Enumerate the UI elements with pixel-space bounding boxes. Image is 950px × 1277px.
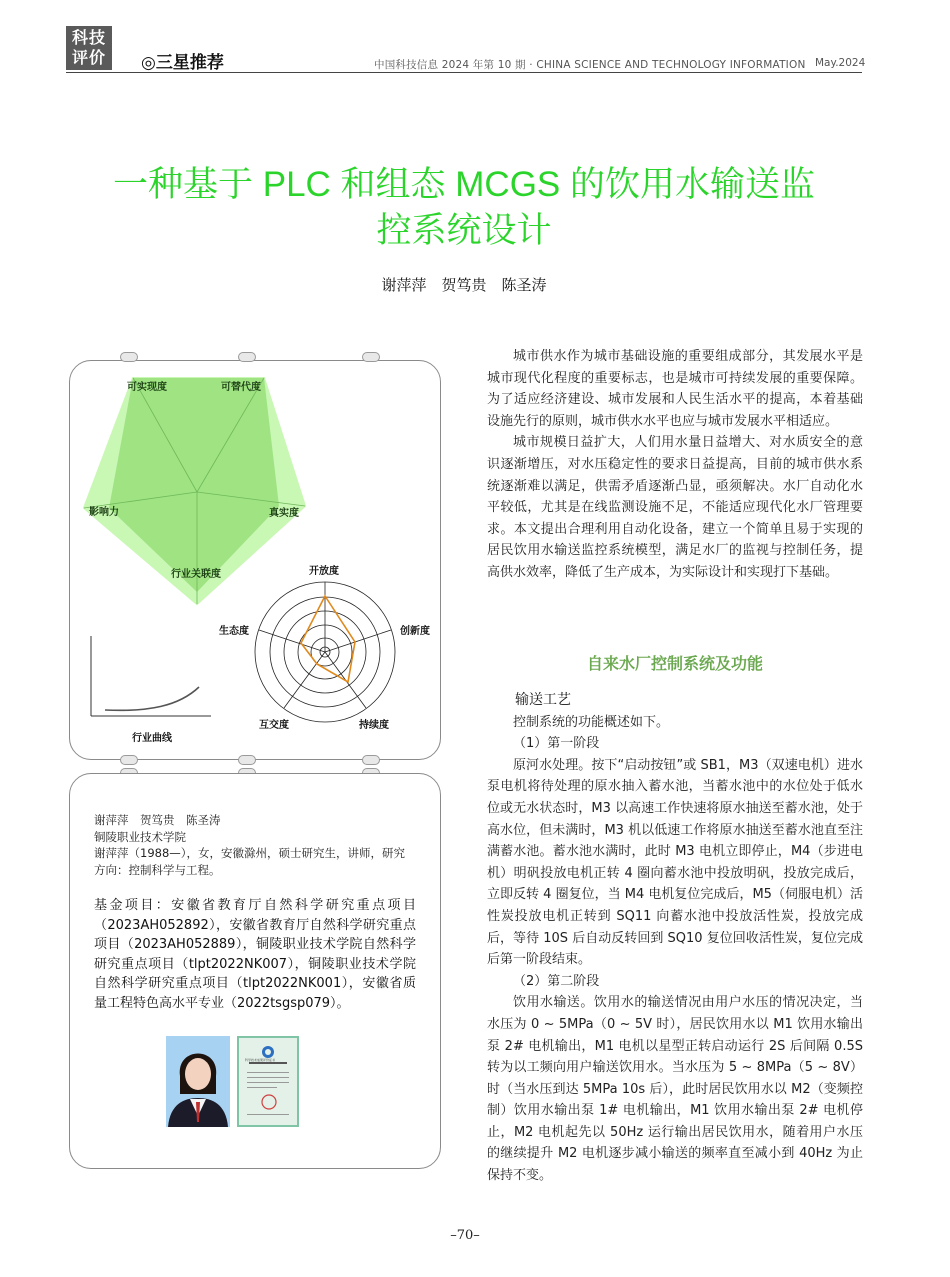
- author-info: [94, 812, 416, 878]
- radar-label: 创新度: [400, 626, 430, 637]
- article-title: [66, 162, 862, 254]
- radar-label: 持续度: [359, 720, 389, 731]
- overview-text: 控制系统的功能概述如下。: [513, 714, 670, 730]
- column-name: ◎三星推荐: [141, 53, 224, 73]
- radar-label: 互交度: [259, 720, 289, 731]
- article-authors: 谢萍萍 贺笃贵 陈圣涛: [381, 276, 547, 294]
- title-line-2: 控系统设计: [376, 211, 552, 250]
- page-number: –70–: [450, 1228, 480, 1243]
- industry-curve: [105, 687, 199, 710]
- author-names: 谢萍萍 贺笃贵 陈圣涛: [94, 813, 221, 827]
- radar-label: 生态度: [219, 626, 249, 637]
- issue-date: May.2024: [815, 57, 866, 69]
- header-divider: [66, 72, 862, 73]
- funding-info: 基金项目：安徽省教育厅自然科学研究重点项目（2023AH052892），安徽省教育厅自然科学研究重点项目（2023AH052889），铜陵职业技术学院自然科学研究重点项目（tlpt2022NK007），铜陵职业技术学院自然科学研究重点项目（tlpt2022NK001），安徽省质量工程特色高水平专业（2022tsgsp079）。: [94, 898, 416, 1011]
- title-line-1: 一种基于 PLC 和组态 MCGS 的饮用水输送监: [113, 165, 815, 204]
- badge-line-1: 科技: [71, 28, 106, 47]
- evaluation-certificate: [237, 1036, 299, 1127]
- section-heading: 自来水厂控制系统及功能: [586, 654, 763, 673]
- pentagon-label: 真实度: [269, 508, 299, 519]
- intro-text: [487, 346, 863, 584]
- radar-value-shape: [301, 596, 355, 682]
- intro-paragraph: 城市供水作为城市基础设施的重要组成部分，其发展水平是城市现代化程度的重要标志，也是城市可持续发展的重要保障。为了适应经济建设、城市发展和人民生活水平的提高，本着基础设施先行的原则，城市供水水平也应与城市发展水平相适应。: [487, 349, 863, 429]
- subsection-heading: 输送工艺: [515, 692, 571, 708]
- radar-label: 开放度: [309, 566, 339, 577]
- section-body: [487, 690, 863, 1187]
- pentagon-label: 行业关联度: [171, 569, 221, 580]
- radar-axes: [259, 582, 391, 708]
- journal-info: 中国科技信息 2024 年第 10 期 · CHINA SCIENCE AND TECHNOLOGY INFORMATION: [374, 59, 806, 71]
- column-badge: [66, 26, 112, 70]
- pentagon-label: 可替代度: [221, 382, 261, 393]
- stage-2-text: 饮用水输送。饮用水的输送情况由用户水压的情况决定，当水压为 0 ~ 5MPa（0 ~ 5V 时），居民饮用水以 M1 饮用水输出泵 2# 电机输出，M1 电机以星型正转启动运行 2S 后间隔 0.5S 转为以工频向用户输送饮用水。当水压为 5 ~ 8MPa（5 ~ 8V）时（当水压到达 5MPa 10s 后），此时居民饮用水以 M2（变频控制）饮用水输出泵 1# 电机输出，M1 饮用水输出泵 2# 电机停止，M2 电机起先以 50Hz 运行输出居民饮用水，随着用户水压的继续提升 M2 电机逐步减小输送的频率直至减小到 40Hz 为止保持不变。: [487, 995, 863, 1184]
- badge-line-2: 评价: [71, 48, 106, 67]
- curve-label: 行业曲线: [132, 733, 172, 744]
- pentagon-label: 可实现度: [127, 382, 167, 393]
- certificate-title: 科学技术成果评价证书: [245, 1058, 276, 1062]
- stage-1-text: 原河水处理。按下“启动按钮”或 SB1，M3（双速电机）进水泵电机将待处理的原水抽入蓄水池，当蓄水池中的水位处于低水位或无水状态时，M3 以高速工作快速将原水抽送至蓄水池，处于高水位，但未满时，M3 机以低速工作将原水抽送至蓄水池直至注满蓄水池。蓄水池水满时，此时 M3 电机立即停止，M4（步进电机）明矾投放电机正转 4 圈向蓄水池中投放明矾，投放完成后，立即反转 4 圈复位，当 M4 电机复位完成后，M5（伺服电机）活性炭投放电机正转到 SQ11 向蓄水池中投放活性炭，投放完成后，等待 10S 后自动反转回到 SQ10 复位回收活性炭，复位完成后第一阶段结束。: [487, 757, 863, 968]
- author-photo: [166, 1036, 230, 1127]
- intro-paragraph: 城市规模日益扩大，人们用水量日益增大、对水质安全的意识逐渐增压，对水压稳定性的要求日益提高，目前的城市供水系统逐渐难以满足，供需矛盾逐渐凸显，亟须解决。水厂自动化水平较低，尤其是在线监测设施不足，不能适应现代化水厂管理要求。本文提出合理利用自动化设备，建立一个简单且易于实现的居民饮用水输送监控系统模型，满足水厂的监视与控制任务，提高供水效率，降低了生产成本，为实际设计和实现打下基础。: [487, 435, 863, 580]
- stage-1-label: （1）第一阶段: [513, 736, 600, 752]
- pentagon-inner: [109, 378, 279, 592]
- stage-2-label: （2）第二阶段: [513, 973, 600, 989]
- author-affiliation: 铜陵职业技术学院: [94, 829, 186, 844]
- author-bio: 谢萍萍（1988—），女，安徽滁州，硕士研究生，讲师，研究方向：控制科学与工程。: [94, 846, 406, 877]
- evaluation-chart: [69, 360, 441, 760]
- pentagon-label: 影响力: [89, 507, 119, 518]
